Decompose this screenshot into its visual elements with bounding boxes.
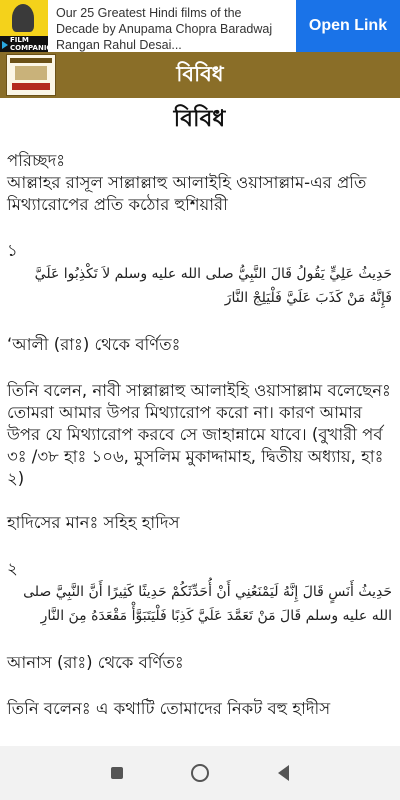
hadith-translation: তিনি বলেনঃ এ কথাটি তোমাদের নিকট বহু হাদীস [7, 699, 331, 718]
app-logo-icon[interactable] [6, 54, 56, 96]
ad-thumbnail-figure [12, 4, 34, 32]
chapter-label: পরিচ্ছদঃ [7, 151, 66, 170]
back-icon[interactable] [278, 765, 289, 781]
hadith-number: ১ [7, 241, 18, 260]
hadith-grade: হাদিসের মানঃ সহিহ হাদিস [7, 513, 180, 532]
system-nav-bar [0, 746, 400, 800]
hadith-content[interactable] [0, 98, 400, 746]
page-title: বিবিধ [173, 106, 226, 132]
ad-text[interactable]: Our 25 Greatest Hindi films of the Decade by Anupama Chopra Baradwaj Rangan Rahul Desai... [56, 6, 273, 52]
app-bar [0, 52, 400, 98]
hadith-arabic-text: حَدِيثُ أَنَسٍ قَالَ إِنَّهُ لَيَمْنَعُنِي أَنْ أُحَدِّثَكُمْ حَدِيثًا كَثِيرًا أَنَّ النَّبِيَّ صلى الله عليه وسلم قَالَ مَنْ تَعَمَّدَ عَلَيَّ كَذِبًا فَلْيَتَبَوَّأْ مَقْعَدَهُ مِنَ النَّارِ [23, 584, 392, 624]
hadith-narrator: ‘আলী (রাঃ) থেকে বর্ণিতঃ [7, 335, 181, 354]
hadith-translation: তিনি বলেন, নাবী সাল্লাল্লাহু আলাইহি ওয়াসাল্লাম বলেছেনঃ তোমরা আমার উপর মিথ্যারোপ করো না। কারণ আমার উপর যে মিথ্যারোপ করবে সে জাহান্নামে যাবে। (বুখারী পর্ব ৩ঃ /৩৮ হাঃ ১০৬, মুসলিম মুকাদ্দামাহ, দ্বিতীয় অধ্যায়, হাঃ ২) [7, 381, 391, 488]
appbar-title: বিবিধ [176, 61, 224, 86]
hadith-narrator: আনাস (রাঃ) থেকে বর্ণিতঃ [7, 653, 184, 672]
app-logo-band [12, 83, 50, 90]
hadith-number: ২ [7, 559, 18, 578]
open-link-button[interactable]: Open Link [296, 0, 400, 52]
app-logo-emblem [15, 66, 47, 80]
ad-thumbnail[interactable] [0, 0, 59, 52]
recent-apps-icon[interactable] [111, 767, 123, 779]
ad-thumbnail-badge: FILM COMPANION [0, 36, 48, 52]
play-icon [2, 41, 8, 49]
ad-banner[interactable] [0, 0, 400, 52]
chapter-title: আল্লাহর রাসূল সাল্লাল্লাহু আলাইহি ওয়াসাল্লাম-এর প্রতি মিথ্যারোপের প্রতি কঠোর হুশিয়ারী [7, 173, 367, 214]
home-icon[interactable] [191, 764, 209, 782]
app-logo-stripe [10, 58, 52, 63]
hadith-arabic-text: حَدِيثُ عَلِيٍّ يَقُولُ قَالَ النَّبِيُّ صلى الله عليه وسلم لاَ تَكْذِبُوا عَلَيَّ فَإِنَّهُ مَنْ كَذَبَ عَلَيَّ فَلْيَلِجْ النَّارَ [34, 266, 392, 306]
